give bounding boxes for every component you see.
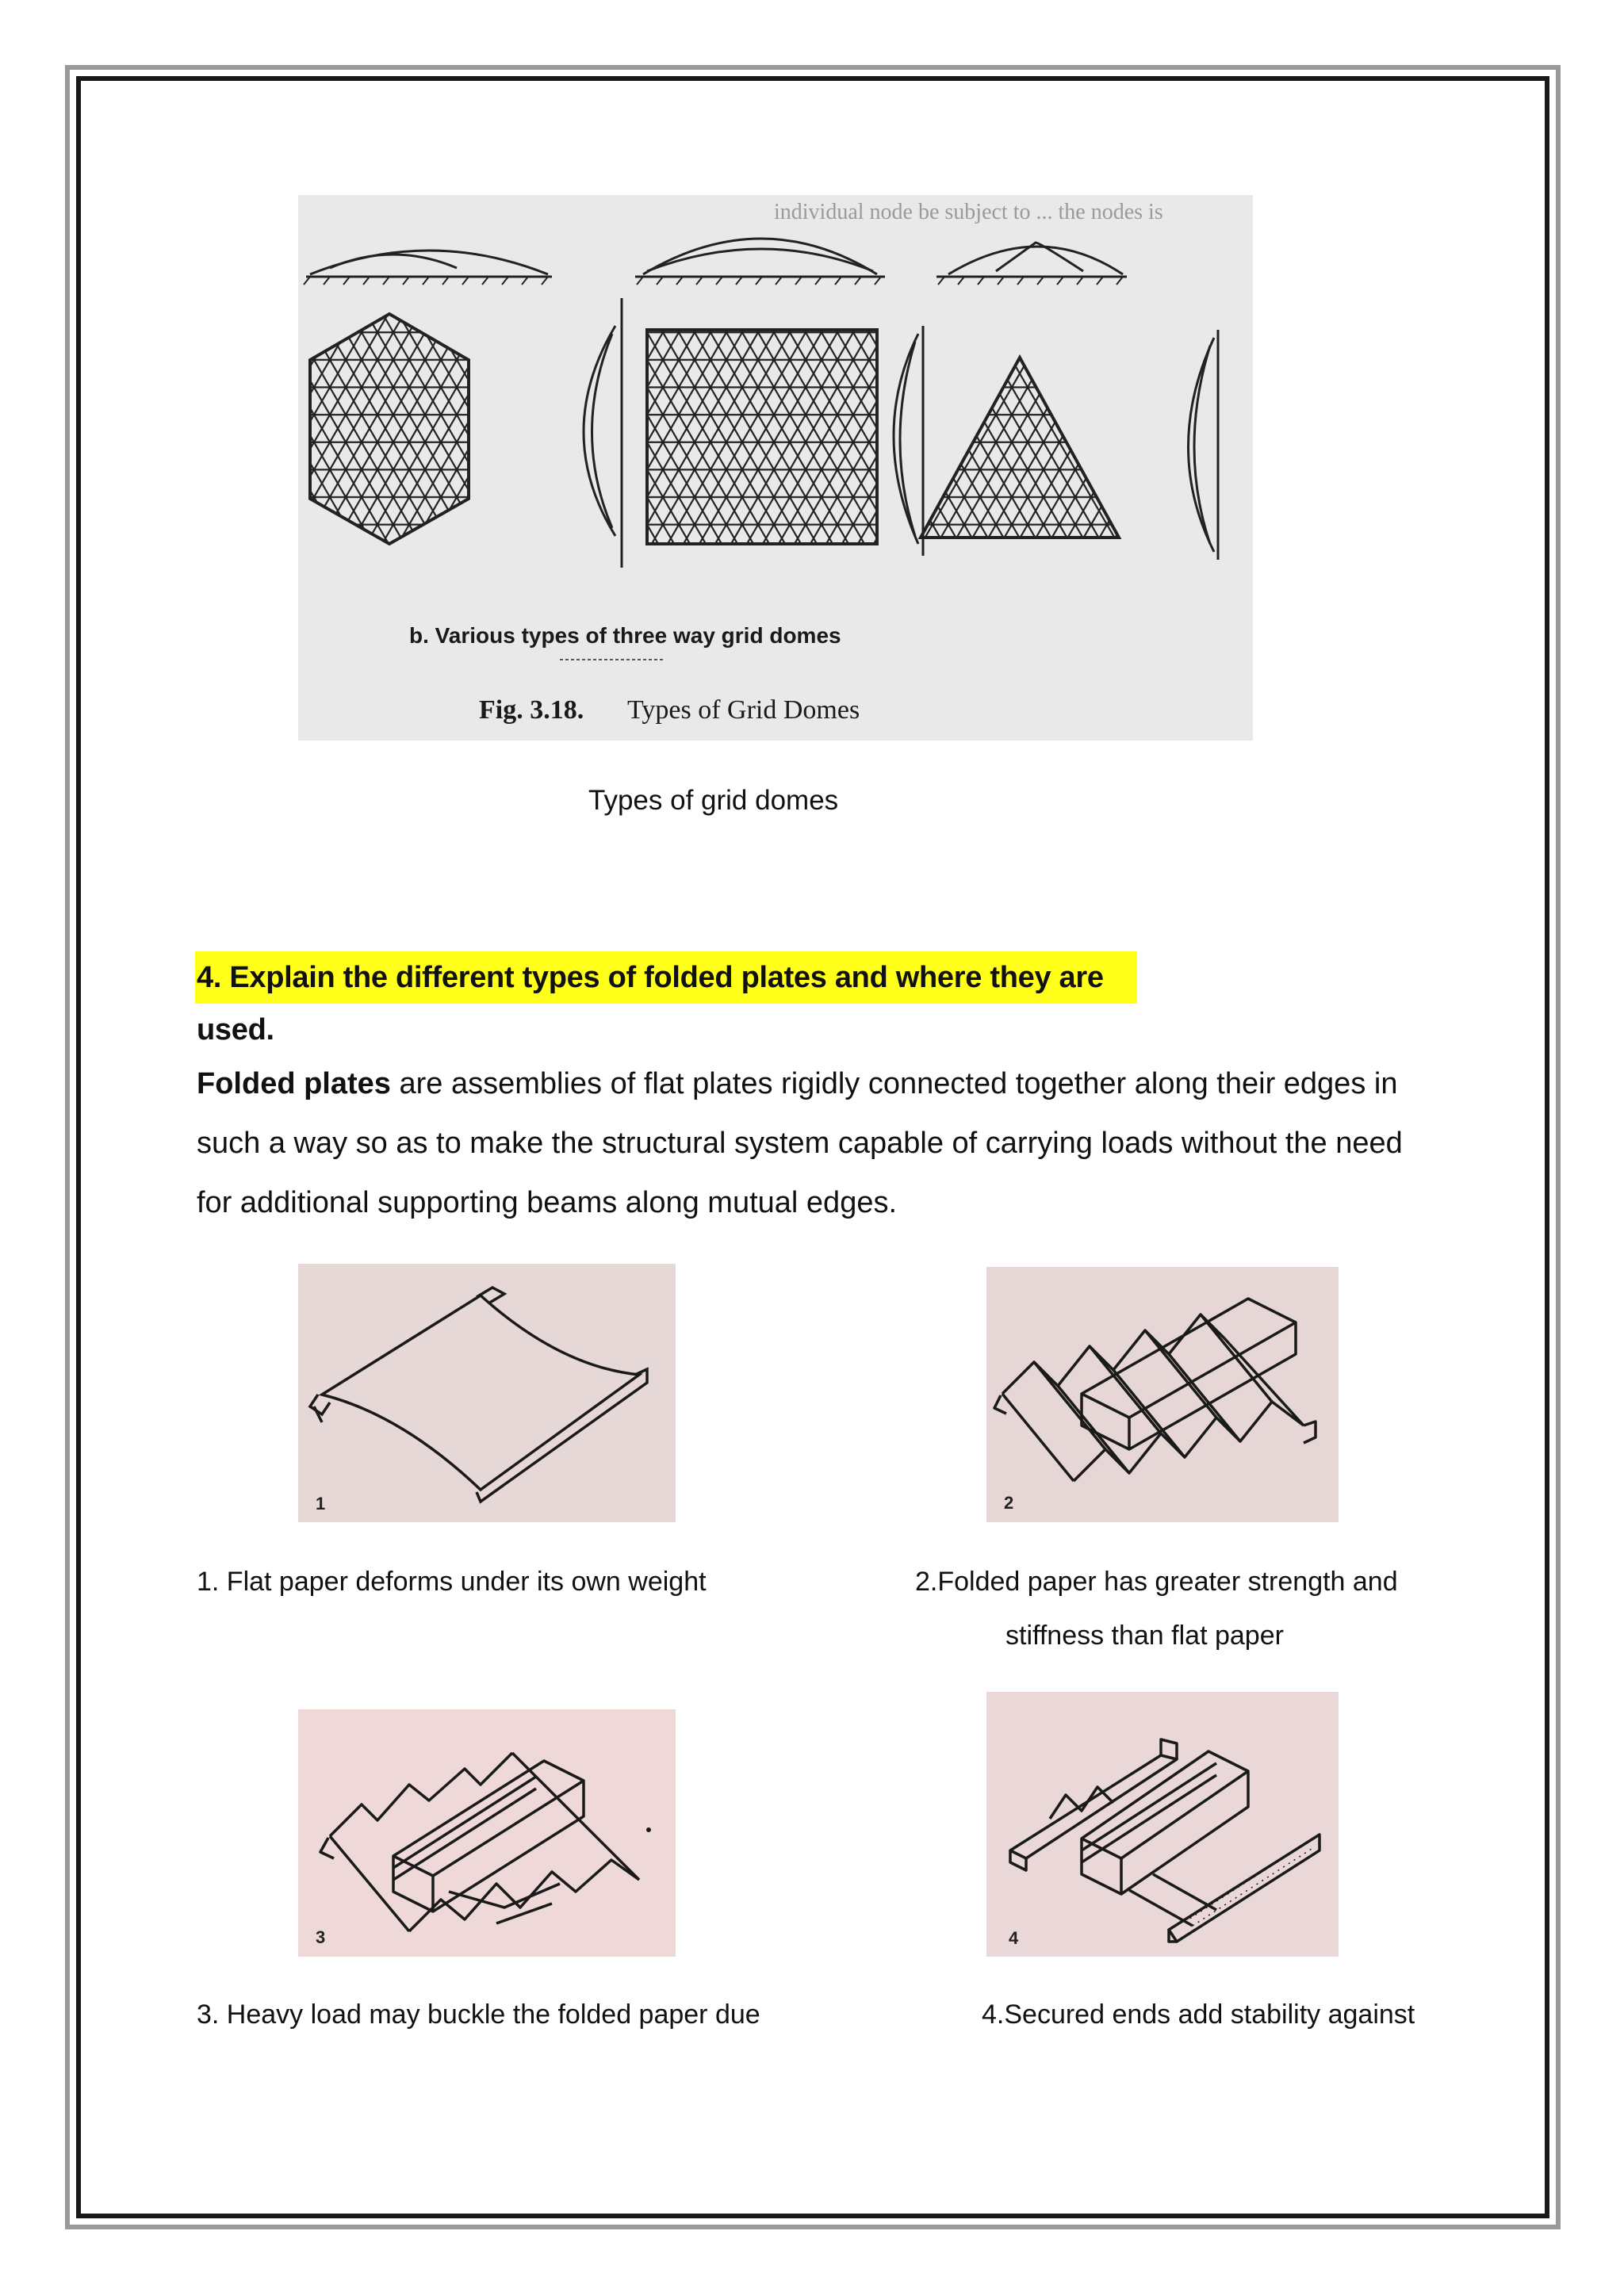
folded-plate-image-2 — [986, 1267, 1339, 1522]
scan-header-text: individual node be subject to ... the nodes is — [774, 200, 1163, 224]
fig-number: Fig. 3.18. — [479, 695, 584, 725]
image-2-caption-line1: 2.Folded paper has greater strength and — [915, 1567, 1398, 1597]
grid-dome-label: b. Various types of three way grid domes — [409, 623, 841, 648]
question-heading: 4. Explain the different types of folded plates and where they are used. — [195, 951, 1137, 1004]
fig-title: Types of Grid Domes — [627, 695, 860, 725]
image-1-caption: 1. Flat paper deforms under its own weight — [197, 1567, 707, 1597]
definition-term: Folded plates — [197, 1067, 391, 1100]
image-4-number: 4 — [1009, 1928, 1019, 1948]
image-3-number: 3 — [316, 1927, 326, 1947]
definition-paragraph — [197, 1054, 1434, 1233]
definition-text: are assemblies of flat plates rigidly connected together along their edges in such a way so as to make the structural system capable of carrying loads without the need for additional supporting beams along mutual edges. — [197, 1067, 1403, 1219]
folded-plate-image-3 — [298, 1709, 676, 1957]
grid-domes-figure — [298, 195, 1253, 740]
grid-domes-caption: Types of grid domes — [588, 785, 839, 816]
image-2-caption-line2: stiffness than flat paper — [1005, 1621, 1284, 1651]
folded-plate-image-4 — [986, 1692, 1339, 1957]
folded-plate-image-1 — [298, 1264, 676, 1522]
image-3-caption: 3. Heavy load may buckle the folded paper due — [197, 1999, 760, 2030]
image-4-caption: 4.Secured ends add stability against — [982, 1999, 1415, 2030]
image-2-number: 2 — [1004, 1493, 1014, 1513]
image-1-number: 1 — [316, 1494, 326, 1513]
